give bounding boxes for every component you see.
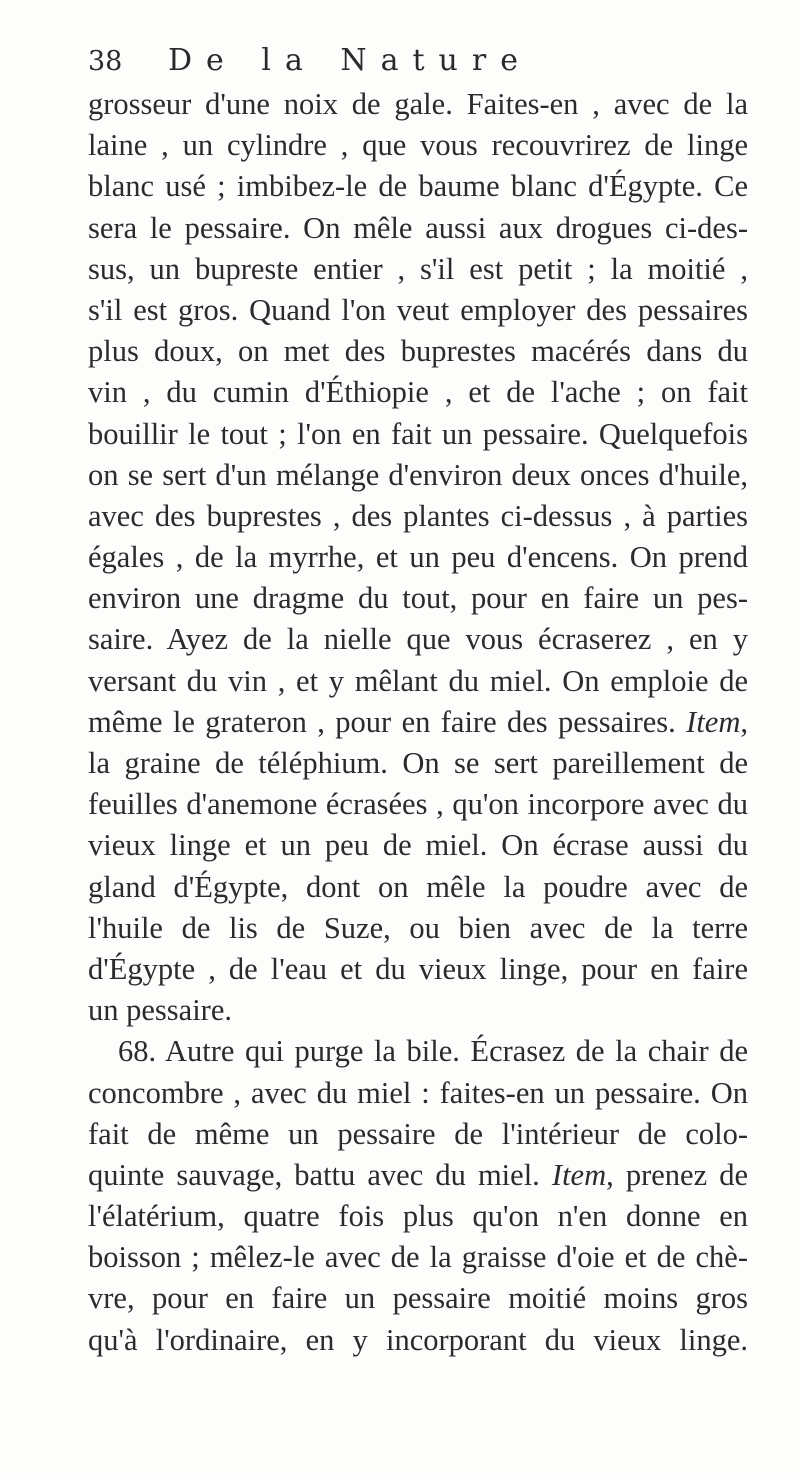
text-line: [88, 331, 748, 372]
text-segment: l'élatérium, quatre fois plus qu'on n'en donne en: [88, 1199, 748, 1234]
italic-text: Item: [551, 1157, 607, 1192]
text-line: [88, 661, 748, 702]
text-line: [88, 825, 748, 866]
text-segment: ,: [740, 704, 748, 739]
text-segment: concombre , avec du miel : faites-en un pessaire. On: [88, 1075, 748, 1110]
text-line: [88, 867, 748, 908]
text-line: [88, 166, 748, 207]
text-line: [88, 1237, 748, 1278]
text-line: [88, 1155, 748, 1196]
text-segment: sus, un bupreste entier , s'il est petit ; la moitié ,: [88, 251, 748, 286]
text-segment: égales , de la myrrhe, et un peu d'encens. On prend: [88, 540, 748, 575]
body-text: [88, 84, 748, 1361]
text-line: [88, 1196, 748, 1237]
text-segment: vin , du cumin d'Éthiopie , et de l'ache ; on fait: [88, 375, 748, 410]
text-segment: saire. Ayez de la nielle que vous écraserez , en y: [88, 622, 748, 657]
text-line: [88, 743, 748, 784]
text-segment: blanc usé ; imbibez-le de baume blanc d'Égypte. Ce: [88, 169, 748, 204]
text-segment: fait de même un pessaire de l'intérieur de colo-: [88, 1116, 748, 1151]
text-segment: avec des buprestes , des plantes ci-dessus , à parties: [88, 498, 748, 533]
text-segment: on se sert d'un mélange d'environ deux onces d'huile,: [88, 457, 748, 492]
text-segment: d'Égypte , de l'eau et du vieux linge, pour en faire: [88, 951, 748, 986]
text-segment: plus doux, on met des buprestes macérés dans du: [88, 334, 748, 369]
text-segment: boisson ; mêlez-le avec de la graisse d'oie et de chè-: [88, 1240, 748, 1275]
text-line: [88, 84, 748, 125]
text-line: [88, 1114, 748, 1155]
italic-text: Item: [686, 704, 741, 739]
page-number: 38: [88, 46, 123, 77]
text-line: [88, 125, 748, 166]
text-segment: l'huile de lis de Suze, ou bien avec de la terre: [88, 910, 748, 945]
text-line: [88, 1073, 748, 1114]
text-segment: s'il est gros. Quand l'on veut employer des pessaires: [88, 292, 748, 327]
text-segment: qu'à l'ordinaire, en y incorporant du vieux linge.: [88, 1322, 748, 1357]
text-line: [88, 372, 748, 413]
text-line: [88, 249, 748, 290]
text-line: [88, 908, 748, 949]
text-line: [88, 455, 748, 496]
text-segment: sera le pessaire. On mêle aussi aux drogues ci-des-: [88, 210, 748, 245]
text-segment: versant du vin , et y mêlant du miel. On emploie de: [88, 663, 748, 698]
text-segment: vieux linge et un peu de miel. On écrase aussi du: [88, 828, 748, 863]
text-line: [88, 619, 748, 660]
text-line: [88, 1278, 748, 1319]
text-segment: la graine de téléphium. On se sert pareillement de: [88, 746, 748, 780]
text-segment: laine , un cylindre , que vous recouvrirez de linge: [88, 128, 748, 163]
text-line: [88, 578, 748, 619]
text-segment: environ une dragme du tout, pour en faire un pes-: [88, 581, 748, 616]
paragraph-start-line: [88, 1031, 748, 1072]
text-line: [88, 990, 748, 1031]
text-segment: un pessaire.: [88, 993, 232, 1028]
text-line: [88, 290, 748, 331]
text-line: [88, 1320, 748, 1361]
text-line: [88, 414, 748, 455]
text-segment: même le grateron , pour en faire des pessaires.: [88, 704, 687, 739]
text-segment: grosseur d'une noix de gale. Faites-en , avec de la: [88, 87, 748, 121]
text-line: [88, 537, 748, 578]
text-segment: vre, pour en faire un pessaire moitié moins gros: [88, 1281, 748, 1316]
text-line: [88, 702, 748, 743]
text-segment: 68. Autre qui purge la bile. Écrasez de la chair de: [118, 1034, 748, 1069]
text-segment: bouillir le tout ; l'on en fait un pessaire. Quelquefois: [88, 416, 748, 451]
text-segment: feuilles d'anemone écrasées , qu'on incorpore avec du: [88, 787, 748, 822]
text-segment: , prenez de: [606, 1157, 748, 1192]
page-header: [88, 40, 748, 84]
text-segment: quinte sauvage, battu avec du miel.: [88, 1157, 552, 1192]
text-segment: gland d'Égypte, dont on mêle la poudre avec de: [88, 869, 748, 904]
running-title: De la Nature: [168, 43, 532, 78]
text-line: [88, 208, 748, 249]
text-line: [88, 784, 748, 825]
text-line: [88, 496, 748, 537]
text-line: [88, 949, 748, 990]
